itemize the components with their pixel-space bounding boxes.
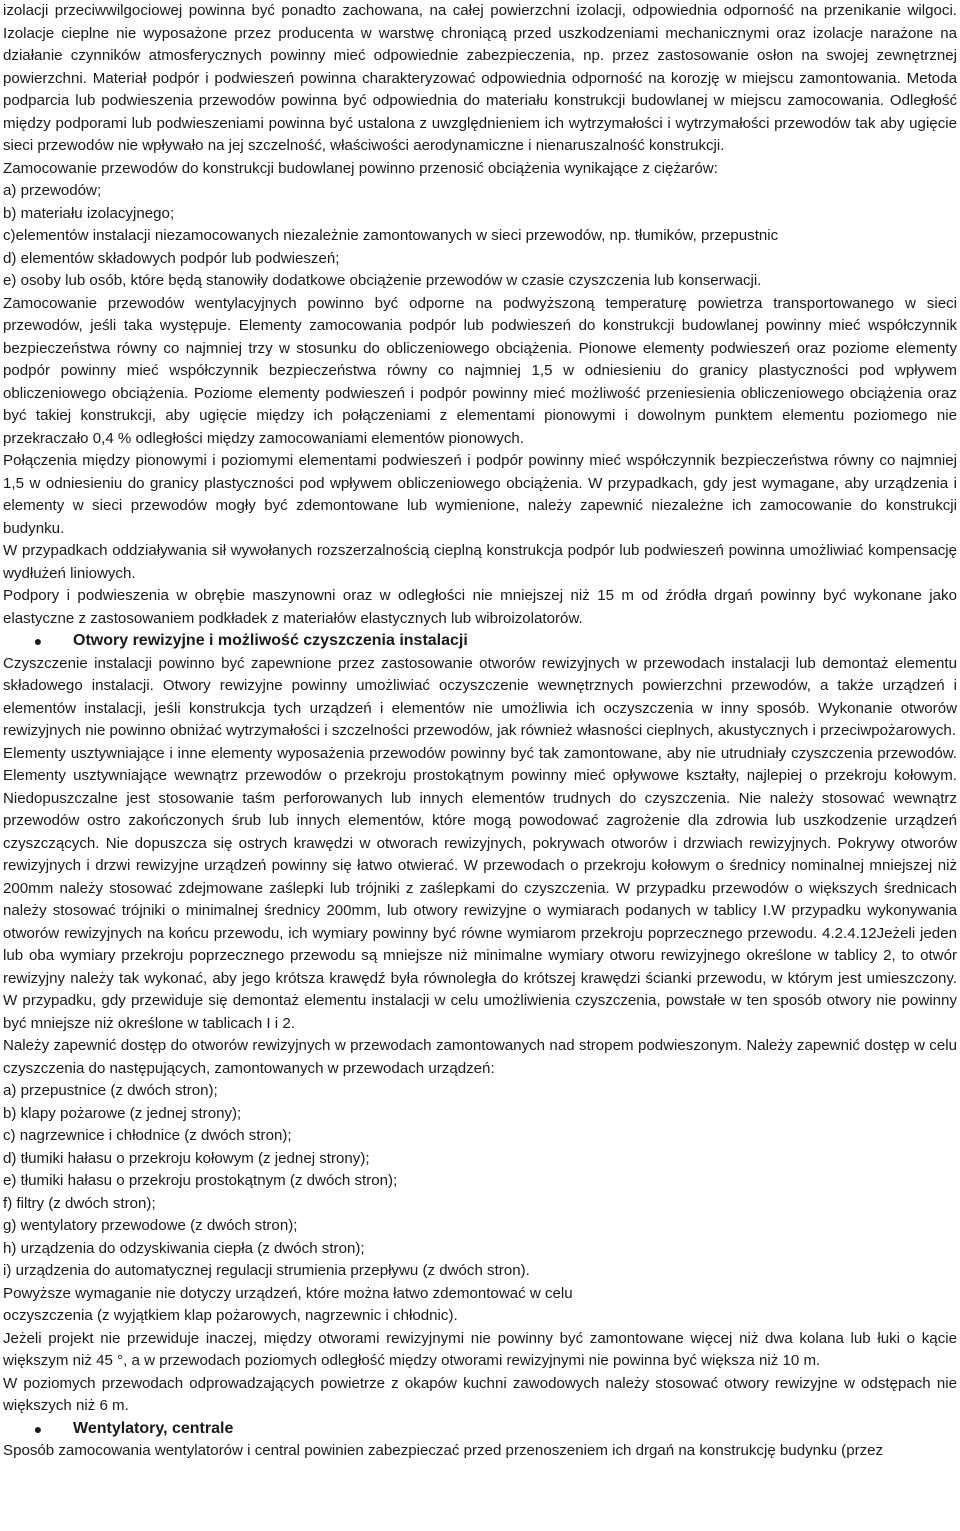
paragraph-elbows: Jeżeli projekt nie przewiduje inaczej, między otworami rewizyjnymi nie powinny być zamontowane więcej niż dwa kolana lub łuki o kącie większym niż 45 °, a w przewodach poziomych odległość między otworami rewizyjnymi nie powinna być większa niż 10 m. [3, 1329, 957, 1369]
bullet-icon: ● [33, 633, 43, 649]
list-item-devices-f: f) filtry (z dwóch stron); [3, 1194, 156, 1212]
paragraph-fans-mounting: Sposób zamocowania wentylatorów i central powinien zabezpieczać przed przenoszeniem ich drgań na konstrukcję budynku (przez [3, 1442, 884, 1459]
list-item-devices-h: h) urządzenia do odzyskiwania ciepła (z dwóch stron); [3, 1239, 365, 1257]
paragraph-kitchen-hoods: W poziomych przewodach odprowadzających powietrze z okapów kuchni zawodowych należy stosować otwory rewizyjne w odstępach nie większych niż 6 m. [3, 1374, 957, 1414]
paragraph-supports-vibration: Podpory i podwieszenia w obrębie maszynowni oraz w odległości nie mniejszej niż 15 m od źródła drgań powinny być wykonane jako elastyczne z zastosowaniem podkładek z materiałów elastycznych lub wibroizolatorów. [3, 587, 957, 627]
document-page [3, 0, 957, 1463]
paragraph-mounting-temperature: Zamocowanie przewodów wentylacyjnych powinno być odporne na podwyższoną temperaturę powietrza transportowanego w sieci przewodów, jeśli taka występuje. Elementy zamocowania podpór lub podwieszeń do konstrukcji budowlanej powinny mieć współczynnik bezpieczeństwa równy co najmniej trzy w stosunku do obliczeniowego obciążenia. Pionowe elementy podwieszeń oraz poziome elementy podpór powinny mieć współczynnik bezpieczeństwa równy co najmniej 1,5 w odniesieniu do granicy plastyczności pod wpływem obliczeniowego obciążenia. Poziome elementy podwieszeń i podpór powinny mieć możliwość przeniesienia obliczeniowego obciążenia oraz być takiej konstrukcji, aby ugięcie między ich połączeniami z elementami pionowymi i dowolnym punktem elementu poziomego nie przekraczało 0,4 % odległości między zamocowaniami elementów pionowych. [3, 294, 957, 447]
paragraph-connections: Połączenia między pionowymi i poziomymi elementami podwieszeń i podpór powinny mieć współczynnik bezpieczeństwa równy co najmniej 1,5 w odniesieniu do granicy plastyczności pod wpływem obliczeniowego obciążenia. W przypadkach, gdy jest wymagane, aby urządzenia i elementy w sieci przewodów mogły być zdemontowane lub wymienione, należy zapewnić niezależne ich zamocowanie do konstrukcji budynku. [3, 452, 957, 537]
bullet-icon: ● [33, 1420, 43, 1437]
paragraph-cleaning: Czyszczenie instalacji powinno być zapewnione przez zastosowanie otworów rewizyjnych w przewodach instalacji lub demontaż elementu składowego instalacji. Otwory rewizyjne powinny umożliwiać oczyszczenie wewnętrznych powierzchni przewodów, a także urządzeń i elementów instalacji, jeśli konstrukcja tych urządzeń i elementów nie umożliwia ich oczyszczenia w inny sposób. Wykonanie otworów rewizyjnych nie powinno obniżać wytrzymałości i szczelności przewodów, jak również własności cieplnych, akustycznych i przeciwpożarowych. [3, 654, 957, 739]
list-item-devices-b: b) klapy pożarowe (z jednej strony); [3, 1104, 242, 1122]
list-item-devices-a: a) przepustnice (z dwóch stron); [3, 1082, 218, 1099]
list-item-devices-c: c) nagrzewnice i chłodnice (z dwóch stron); [3, 1127, 292, 1144]
list-item-loads-b: b) materiału izolacyjnego; [3, 204, 175, 222]
list-item-devices-d: d) tłumiki hałasu o przekroju kołowym (z jednej strony); [3, 1149, 370, 1167]
list-item-loads-a: a) przewodów; [3, 182, 102, 199]
paragraph-stiffening-elements: Elementy usztywniające i inne elementy wyposażenia przewodów powinny być tak zamontowane, aby nie utrudniały czyszczenia przewodów. Elementy usztywniające wewnątrz przewodów o przekroju prostokątnym powinny mieć opływowe kształty, najlepiej o przekroju kołowym. Niedopuszczalne jest stosowanie taśm perforowanych lub innych elementów trudnych do czyszczenia. Nie należy stosować wewnątrz przewodów ostro zakończonych śrub lub innych elementów, które mogą powodować zagrożenie dla zdrowia lub uszkodzenie urządzeń czyszczących. Nie dopuszcza się ostrych krawędzi w otworach rewizyjnych, pokrywach otworów i drzwiach rewizyjnych. Pokrywy otworów rewizyjnych i drzwi rewizyjne urządzeń powinny się łatwo otwierać. W przewodach o przekroju kołowym o średnicy nominalnej mniejszej niż 200mm należy stosować zdejmowane zaślepki lub trójniki z zaślepkami do czyszczenia. W przypadku przewodów o większych średnicach należy stosować trójniki o minimalnej średnicy 200mm, lub otwory rewizyjne o wymiarach podanych w tablicy I.W przypadku wykonywania otworów rewizyjnych na końcu przewodu, ich wymiary powinny być równe wymiarom przekroju poprzecznego przewodu. 4.2.4.12Jeżeli jeden lub oba wymiary przekroju poprzecznego przewodu są mniejsze niż minimalne wymiary otworu rewizyjnego określone w tablicy 2, to otwór rewizyjny należy tak wykonać, aby jego krótsza krawędź była równoległa do krótszej krawędzi ścianki przewodu, w którym jest umieszczony. W przypadku, gdy przewiduje się demontaż elementu instalacji w celu umożliwienia czyszczenia, powstałe w ten sposób otwory nie powinny być mniejsze niż określone w tablicach I i 2. [3, 744, 957, 1032]
note-line-2: oczyszczenia (z wyjątkiem klap pożarowych, nagrzewnic i chłodnic). [3, 1307, 458, 1324]
paragraph-thermal-expansion: W przypadkach oddziaływania sił wywołanych rozszerzalnością cieplną konstrukcja podpór lub podwieszeń powinna umożliwiać kompensację wydłużeń liniowych. [3, 542, 957, 582]
list-item-devices-g: g) wentylatory przewodowe (z dwóch stron); [3, 1217, 298, 1234]
section-heading-inspection-openings [3, 630, 957, 653]
list-item-devices-i: i) urządzenia do automatycznej regulacji strumienia przepływu (z dwóch stron). [3, 1262, 530, 1279]
list-item-loads-d: d) elementów składowych podpór lub podwieszeń; [3, 249, 340, 267]
section-heading-fans [3, 1418, 957, 1441]
list-item-devices-e: e) tłumiki hałasu o przekroju prostokątnym (z dwóch stron); [3, 1172, 398, 1189]
list-item-loads-e: e) osoby lub osób, które będą stanowiły dodatkowe obciążenie przewodów w czasie czyszczenia lub konserwacji. [3, 272, 762, 289]
paragraph-insulation: izolacji przeciwwilgociowej powinna być ponadto zachowana, na całej powierzchni izolacji, odpowiednia odporność na przenikanie wilgoci. Izolacje cieplne nie wyposażone przez producenta w warstwę chroniącą przed uszkodzeniami mechanicznymi oraz izolacje narażone na działanie czynników atmosferycznych powinny mieć odpowiednie zabezpieczenia, np. przez zastosowanie osłon na swojej zewnętrznej powierzchni. Materiał podpór i podwieszeń powinna charakteryzować odpowiednia odporność na korozję w miejscu zamontowania. Metoda podparcia lub podwieszenia przewodów powinna być odpowiednia do materiału konstrukcji budowlanej w miejscu zamocowania. Odległość między podporami lub podwieszeniami powinna być ustalona z uwzględnieniem ich wytrzymałości i wytrzymałości przewodów tak aby ugięcie sieci przewodów nie wpływało na jej szczelność, właściwości aerodynamiczne i nienaruszalność konstrukcji. [3, 2, 957, 154]
section-heading-text: Wentylatory, centrale [73, 1419, 234, 1437]
list-item-loads-c: c)elementów instalacji niezamocowanych niezależnie zamontowanych w sieci przewodów, np. tłumików, przepustnic [3, 227, 779, 244]
paragraph-loads-intro: Zamocowanie przewodów do konstrukcji budowlanej powinno przenosić obciążenia wynikające z ciężarów: [3, 159, 718, 177]
section-heading-text: Otwory rewizyjne i możliwość czyszczenia instalacji [73, 632, 468, 649]
paragraph-access: Należy zapewnić dostęp do otworów rewizyjnych w przewodach zamontowanych nad stropem podwieszonym. Należy zapewnić dostęp w celu czyszczenia do następujących, zamontowanych w przewodach urządzeń: [3, 1037, 957, 1077]
note-line-1: Powyższe wymaganie nie dotyczy urządzeń, które można łatwo zdemontować w celu [3, 1284, 573, 1302]
